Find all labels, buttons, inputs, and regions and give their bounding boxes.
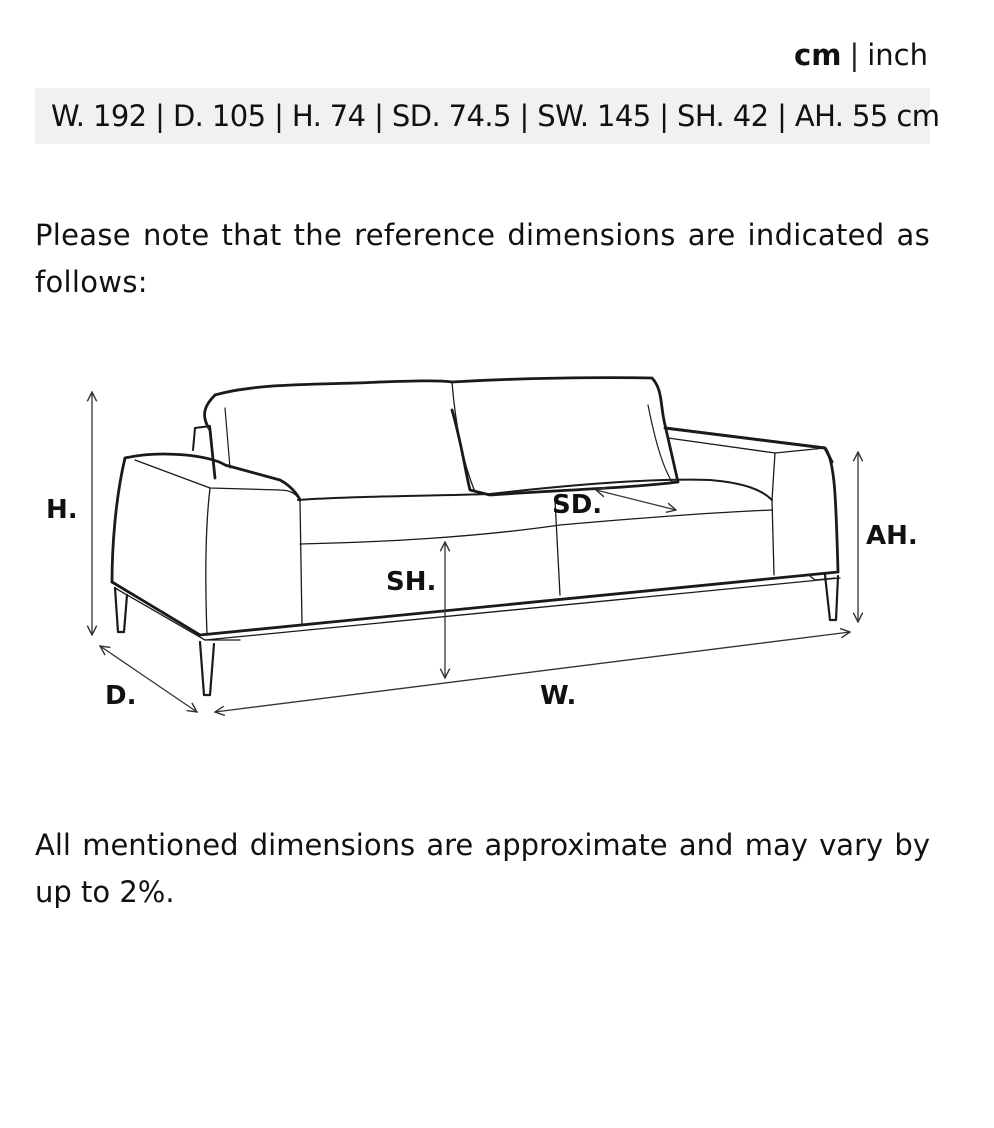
unit-toggle	[794, 38, 928, 72]
label-h: H.	[46, 495, 78, 525]
unit-separator: |	[849, 38, 860, 72]
label-sh: SH.	[386, 567, 437, 597]
dimensions-bar: W. 192 | D. 105 | H. 74 | SD. 74.5 | SW. 145 | SH. 42 | AH. 55 cm	[35, 88, 930, 144]
label-d: D.	[105, 681, 137, 711]
sofa-dimensions-diagram	[0, 350, 994, 750]
arrow-w	[215, 632, 850, 712]
dimension-arrows	[92, 392, 858, 712]
label-ah: AH.	[866, 521, 918, 551]
approximation-footnote: All mentioned dimensions are approximate and may vary by up to 2%.	[35, 828, 930, 909]
arrow-sd	[596, 490, 676, 510]
reference-note: Please note that the reference dimensions are indicated as follows:	[35, 218, 930, 299]
label-sd: SD.	[552, 490, 603, 520]
label-w: W.	[540, 681, 577, 711]
unit-option-inch[interactable]: inch	[867, 38, 928, 72]
unit-option-cm[interactable]: cm	[794, 38, 842, 72]
